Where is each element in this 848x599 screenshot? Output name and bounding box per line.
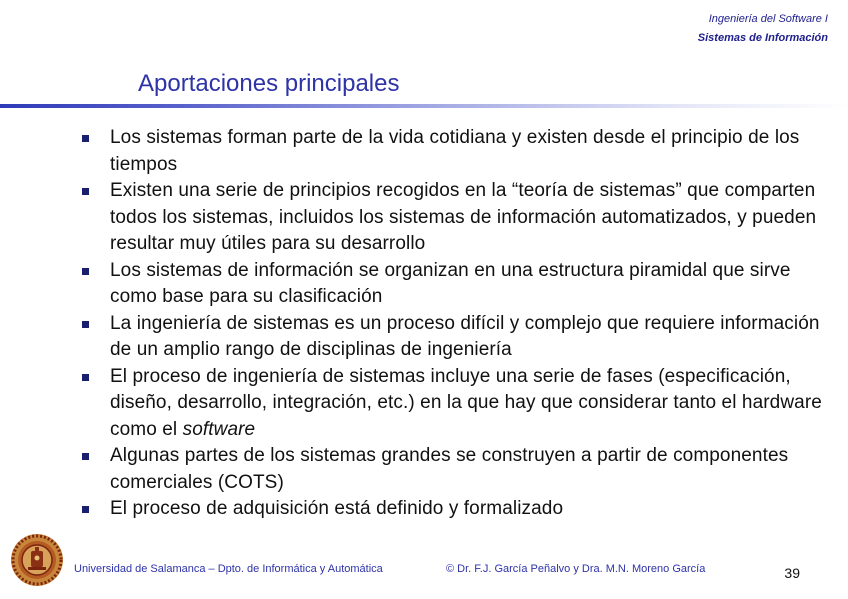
footer-copyright: © Dr. F.J. García Peñalvo y Dra. M.N. Moreno García	[446, 563, 706, 575]
subject-name: Sistemas de Información	[697, 32, 828, 44]
footer-university: Universidad de Salamanca – Dpto. de Informática y Automática	[74, 563, 383, 575]
bullet-item	[80, 178, 828, 258]
square-bullet-icon	[82, 453, 89, 460]
bullet-text: La ingeniería de sistemas es un proceso difícil y complejo que requiere información de un amplio rango de disciplinas de ingeniería	[110, 312, 820, 360]
bullet-text	[110, 366, 822, 440]
bullet-text: Los sistemas de información se organizan en una estructura piramidal que sirve como base para su clasificación	[110, 259, 791, 307]
square-bullet-icon	[82, 135, 89, 142]
bullet-item	[80, 258, 828, 311]
slide-title: Aportaciones principales	[138, 70, 400, 97]
bullet-text: El proceso de adquisición está definido y formalizado	[110, 498, 564, 519]
bullet-text: Los sistemas forman parte de la vida cotidiana y existen desde el principio de los tiempos	[110, 127, 800, 175]
bullet-item	[80, 311, 828, 364]
bullet-text-main: El proceso de ingeniería de sistemas incluye una serie de fases (especificación, diseño, desarrollo, integración, etc.) en la que hay que considerar tanto el hardware como el	[110, 365, 822, 440]
bullet-item	[80, 496, 828, 523]
square-bullet-icon	[82, 374, 89, 381]
university-seal-icon	[10, 533, 64, 587]
header-info	[698, 10, 828, 48]
square-bullet-icon	[82, 321, 89, 328]
bullet-text: Existen una serie de principios recogidos en la “teoría de sistemas” que comparten todos los sistemas, incluidos los sistemas de información automatizados, y pueden resultar muy útiles para su desarrollo	[110, 180, 817, 254]
bullet-item	[80, 125, 828, 178]
square-bullet-icon	[82, 188, 89, 195]
title-divider	[0, 104, 848, 108]
bullet-list	[80, 125, 828, 523]
square-bullet-icon	[82, 506, 89, 513]
page-number: 39	[784, 565, 800, 581]
square-bullet-icon	[82, 268, 89, 275]
bullet-text: Algunas partes de los sistemas grandes se construyen a partir de componentes comerciales (COTS)	[110, 445, 789, 493]
bullet-item	[80, 364, 828, 444]
course-name: Ingeniería del Software I	[708, 13, 828, 25]
bullet-item	[80, 443, 828, 496]
software-term: software	[182, 418, 256, 440]
